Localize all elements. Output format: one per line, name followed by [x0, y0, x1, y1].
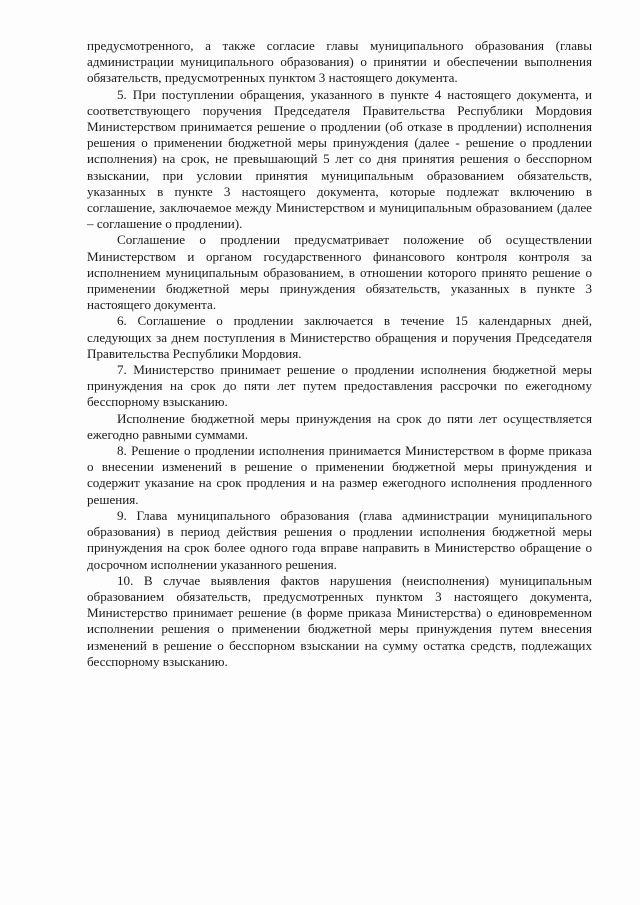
document-body: [87, 38, 592, 670]
paragraph-item-7: 7. Министерство принимает решение о продлении исполнения бюджетной меры принуждения на срок до пяти лет путем предоставления рассрочки по ежегодному бесспорному взысканию.: [87, 362, 592, 410]
paragraph-item-5: 5. При поступлении обращения, указанного в пункте 4 настоящего документа, и соответствующего поручения Председателя Правительства Республики Мордовия Министерством принимается решение о продлении (об отказе в продлении) исполнения решения о применении бюджетной меры принуждения (далее - решение о продлении исполнения) на срок, не превышающий 5 лет со дня принятия решения о бесспорном взыскании, при условии принятия муниципальным образованием обязательств, указанных в пункте 3 настоящего документа, которые подлежат включению в соглашение, заключаемое между Министерством и муниципальным образованием (далее – соглашение о продлении).: [87, 86, 592, 232]
paragraph-extension-agreement: Соглашение о продлении предусматривает положение об осуществлении Министерством и органом государственного финансового контроля контроля за исполнением муниципальным образованием, в отношении которого принято решение о применении бюджетной меры принуждения обязательств, указанных в пункте 3 настоящего документа.: [87, 232, 592, 313]
paragraph-annual-installments: Исполнение бюджетной меры принуждения на срок до пяти лет осуществляется ежегодно равными суммами.: [87, 410, 592, 442]
paragraph-item-10: 10. В случае выявления фактов нарушения (неисполнения) муниципальным образованием обязательств, предусмотренных пунктом 3 настоящего документа, Министерство принимает решение (в форме приказа Министерства) о единовременном исполнении решения о применении бюджетной меры принуждения путем внесения изменений в решение о бесспорном взыскании на сумму остатка средств, подлежащих бесспорному взысканию.: [87, 572, 592, 669]
paragraph-continuation: предусмотренного, а также согласие главы муниципального образования (главы администрации муниципального образования) о принятии и обеспечении выполнения обязательств, предусмотренных пунктом 3 настоящего документа.: [87, 38, 592, 86]
paragraph-item-8: 8. Решение о продлении исполнения принимается Министерством в форме приказа о внесении изменений в решение о применении бюджетной меры принуждения и содержит указание на срок продления и на размер ежегодного исполнения продленного решения.: [87, 443, 592, 507]
paragraph-item-9: 9. Глава муниципального образования (глава администрации муниципального образования) в период действия решения о продлении исполнения бюджетной меры принуждения на срок более одного года вправе направить в Министерство обращение о досрочном исполнении указанного решения.: [87, 507, 592, 572]
paragraph-item-6: 6. Соглашение о продлении заключается в течение 15 календарных дней, следующих за днем поступления в Министерство обращения и поручения Председателя Правительства Республики Мордовия.: [87, 313, 592, 361]
